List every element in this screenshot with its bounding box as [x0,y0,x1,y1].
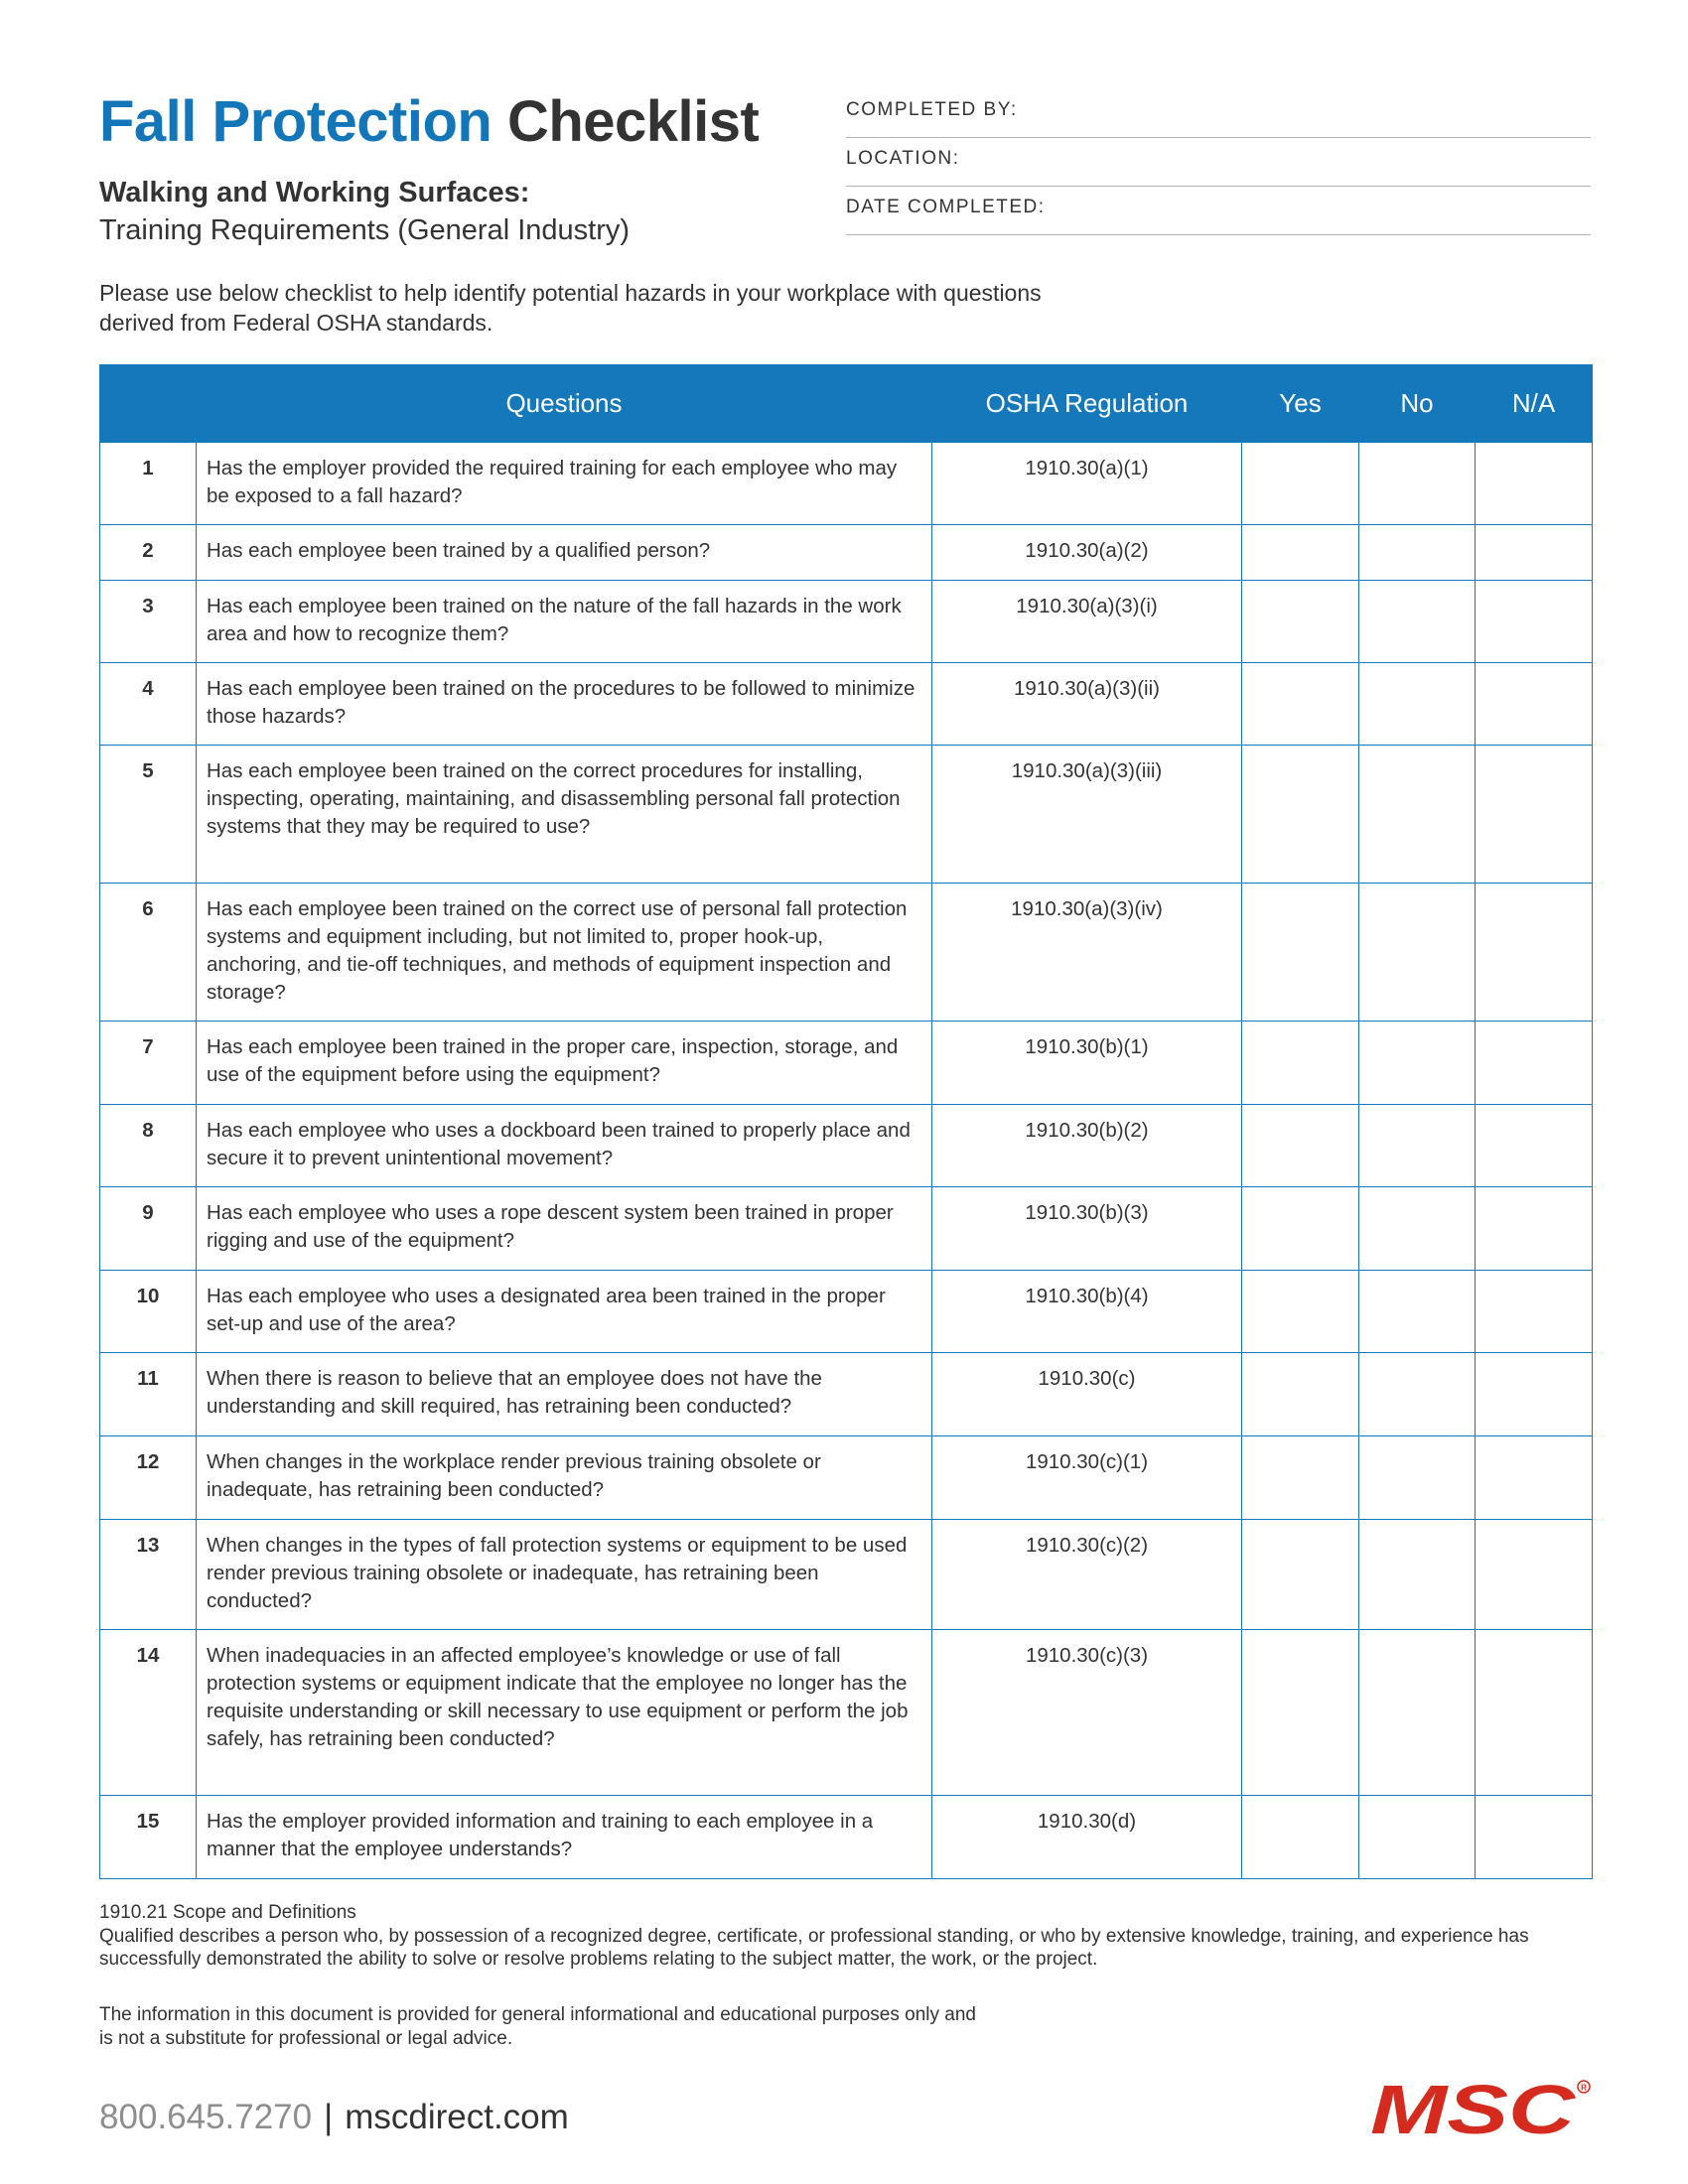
table-row [100,746,1593,884]
completed-by-label: COMPLETED BY: [846,99,1018,120]
yes-cell[interactable] [1242,1436,1359,1520]
no-cell[interactable] [1359,1187,1476,1271]
footnote-body: Qualified describes a person who, by possession of a recognized degree, certificate, or professional standing, or who by extensive knowledge, training, and experience has successfully demonstrated the ability to solve or resolve problems relating to the subject matter, the work, or the project. [99,1926,1529,1970]
row-number: 6 [100,884,197,1022]
row-regulation: 1910.30(c)(3) [932,1630,1242,1796]
row-question: Has each employee been trained on the correct use of personal fall protection systems and equipment including, but not limited to, proper hook-up, anchoring, and tie-off techniques, and methods of equipment inspection and storage? [197,884,932,1022]
row-regulation: 1910.30(a)(2) [932,525,1242,581]
yes-cell[interactable] [1242,1796,1359,1879]
row-regulation: 1910.30(b)(1) [932,1022,1242,1105]
row-number: 4 [100,663,197,746]
yes-cell[interactable] [1242,1187,1359,1271]
row-question: When inadequacies in an affected employee’s knowledge or use of fall protection systems or equipment indicate that the employee no longer has the requisite understanding or skill necessary to use equipment or perform the job safely, has retraining been conducted? [197,1630,932,1796]
row-number: 7 [100,1022,197,1105]
row-number: 14 [100,1630,197,1796]
yes-cell[interactable] [1242,746,1359,884]
na-cell[interactable] [1476,1796,1593,1879]
footnote-title: 1910.21 Scope and Definitions [99,1902,356,1923]
location-label: LOCATION: [846,148,960,169]
row-regulation: 1910.30(a)(3)(iv) [932,884,1242,1022]
yes-cell[interactable] [1242,1271,1359,1353]
row-number: 13 [100,1520,197,1630]
table-row [100,1271,1593,1353]
table-row [100,1353,1593,1436]
header-yes: Yes [1242,365,1359,443]
row-regulation: 1910.30(a)(3)(iii) [932,746,1242,884]
row-regulation: 1910.30(a)(3)(i) [932,581,1242,663]
yes-cell[interactable] [1242,443,1359,525]
row-question: When changes in the workplace render previous training obsolete or inadequate, has retraining been conducted? [197,1436,932,1520]
na-cell[interactable] [1476,663,1593,746]
na-cell[interactable] [1476,525,1593,581]
row-number: 3 [100,581,197,663]
page-title [99,87,759,157]
website-link[interactable]: mscdirect.com [345,2098,569,2136]
no-cell[interactable] [1359,1271,1476,1353]
table-row [100,884,1593,1022]
row-question: Has the employer provided the required training for each employee who may be exposed to a fall hazard? [197,443,932,525]
row-question: Has each employee been trained by a qualified person? [197,525,932,581]
row-number: 10 [100,1271,197,1353]
na-cell[interactable] [1476,1436,1593,1520]
no-cell[interactable] [1359,1520,1476,1630]
row-question: Has each employee who uses a dockboard been trained to properly place and secure it to prevent unintentional movement? [197,1105,932,1187]
row-regulation: 1910.30(a)(3)(ii) [932,663,1242,746]
row-question: When there is reason to believe that an employee does not have the understanding and skill required, has retraining been conducted? [197,1353,932,1436]
row-number: 2 [100,525,197,581]
row-number: 9 [100,1187,197,1271]
subtitle: Training Requirements (General Industry) [99,214,631,246]
na-cell[interactable] [1476,1353,1593,1436]
row-number: 1 [100,443,197,525]
table-header-row [100,365,1593,443]
registered-mark-letter: R [1581,2083,1587,2093]
phone-number[interactable]: 800.645.7270 [99,2098,313,2136]
table-row [100,1436,1593,1520]
header-regulation: OSHA Regulation [932,365,1242,443]
table-row [100,1796,1593,1879]
row-regulation: 1910.30(c)(1) [932,1436,1242,1520]
na-cell[interactable] [1476,1271,1593,1353]
no-cell[interactable] [1359,663,1476,746]
na-cell[interactable] [1476,581,1593,663]
na-cell[interactable] [1476,1187,1593,1271]
table-row [100,443,1593,525]
row-number: 11 [100,1353,197,1436]
yes-cell[interactable] [1242,525,1359,581]
no-cell[interactable] [1359,884,1476,1022]
yes-cell[interactable] [1242,1520,1359,1630]
na-cell[interactable] [1476,1520,1593,1630]
title-blue: Fall Protection [99,89,492,154]
no-cell[interactable] [1359,581,1476,663]
row-question: Has each employee been trained in the proper care, inspection, storage, and use of the equipment before using the equipment? [197,1022,932,1105]
row-regulation: 1910.30(a)(1) [932,443,1242,525]
row-regulation: 1910.30(b)(4) [932,1271,1242,1353]
disclaimer-text: The information in this document is provided for general informational and educational purposes only and is not a substitute for professional or legal advice. [99,2004,976,2049]
no-cell[interactable] [1359,1022,1476,1105]
subtitle-bold: Walking and Working Surfaces: [99,177,530,208]
row-number: 12 [100,1436,197,1520]
row-regulation: 1910.30(b)(3) [932,1187,1242,1271]
row-question: Has each employee been trained on the correct procedures for installing, inspecting, operating, maintaining, and disassembling personal fall protection systems that they may be required to use? [197,746,932,884]
na-cell[interactable] [1476,443,1593,525]
table-row [100,663,1593,746]
no-cell[interactable] [1359,1630,1476,1796]
yes-cell[interactable] [1242,663,1359,746]
checklist-table [99,364,1593,1879]
row-number: 8 [100,1105,197,1187]
row-question: Has each employee been trained on the nature of the fall hazards in the work area and how to recognize them? [197,581,932,663]
na-cell[interactable] [1476,884,1593,1022]
no-cell[interactable] [1359,746,1476,884]
table-row [100,1520,1593,1630]
table-row [100,525,1593,581]
header-num [100,365,197,443]
table-row [100,1630,1593,1796]
no-cell[interactable] [1359,525,1476,581]
row-question: Has each employee who uses a rope descent system been trained in proper rigging and use of the equipment? [197,1187,932,1271]
completed-by-field[interactable] [846,89,1591,138]
contact-info [99,2098,569,2137]
no-cell[interactable] [1359,1436,1476,1520]
no-cell[interactable] [1359,1353,1476,1436]
yes-cell[interactable] [1242,884,1359,1022]
table-row [100,581,1593,663]
header-na: N/A [1476,365,1593,443]
date-completed-field[interactable] [846,187,1591,235]
row-question: Has each employee who uses a designated area been trained in the proper set-up and use of the area? [197,1271,932,1353]
header-questions: Questions [197,365,932,443]
yes-cell[interactable] [1242,1022,1359,1105]
form-fields [846,89,1591,235]
na-cell[interactable] [1476,1022,1593,1105]
row-question: Has the employer provided information and training to each employee in a manner that the employee understands? [197,1796,932,1879]
na-cell[interactable] [1476,1630,1593,1796]
location-field[interactable] [846,138,1591,187]
row-question: When changes in the types of fall protection systems or equipment to be used render previous training obsolete or inadequate, has retraining been conducted? [197,1520,932,1630]
na-cell[interactable] [1476,746,1593,884]
no-cell[interactable] [1359,1796,1476,1879]
table-row [100,1022,1593,1105]
na-cell[interactable] [1476,1105,1593,1187]
intro-text: Please use below checklist to help identify potential hazards in your workplace with questions derived from Federal OSHA standards. [99,280,1042,336]
row-regulation: 1910.30(c) [932,1353,1242,1436]
table-row [100,1187,1593,1271]
title-dark: Checklist [506,89,760,154]
contact-separator: | [324,2098,334,2136]
yes-cell[interactable] [1242,1105,1359,1187]
row-regulation: 1910.30(b)(2) [932,1105,1242,1187]
yes-cell[interactable] [1242,1630,1359,1796]
no-cell[interactable] [1359,1105,1476,1187]
row-question: Has each employee been trained on the procedures to be followed to minimize those hazards? [197,663,932,746]
row-number: 5 [100,746,197,884]
msc-logo [1368,2077,1593,2140]
header-no: No [1359,365,1476,443]
row-number: 15 [100,1796,197,1879]
date-completed-label: DATE COMPLETED: [846,197,1046,217]
no-cell[interactable] [1359,443,1476,525]
row-regulation: 1910.30(c)(2) [932,1520,1242,1630]
yes-cell[interactable] [1242,581,1359,663]
yes-cell[interactable] [1242,1353,1359,1436]
row-regulation: 1910.30(d) [932,1796,1242,1879]
table-row [100,1105,1593,1187]
msc-logo-text: MSC [1370,2077,1577,2140]
